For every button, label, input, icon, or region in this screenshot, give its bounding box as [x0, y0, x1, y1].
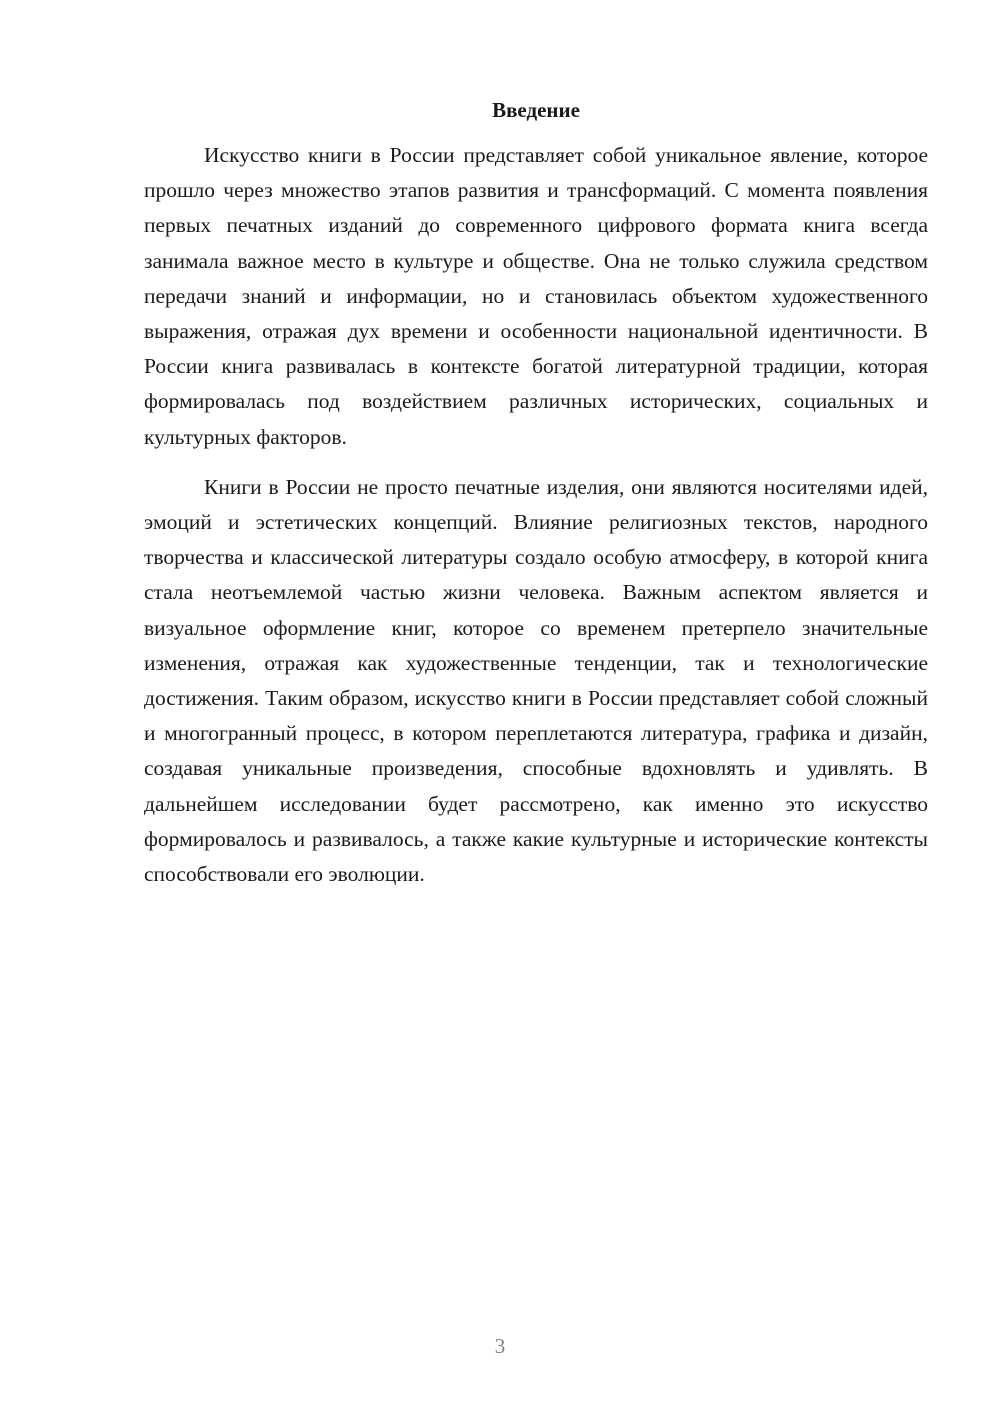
- intro-paragraph-2: Книги в России не просто печатные изделия, они являются носителями идей, эмоций и эстетических концепций. Влияние религиозных текстов, народного творчества и классической литературы создало особую атмосферу, в которой книга стала неотъемлемой частью жизни человека. Важным аспектом является и визуальное оформление книг, которое со временем претерпело значительные изменения, отражая как художественные тенденции, так и технологические достижения. Таким образом, искусство книги в России представляет собой сложный и многогранный процесс, в котором переплетаются литература, графика и дизайн, создавая уникальные произведения, способные вдохновлять и удивлять. В дальнейшем исследовании будет рассмотрено, как именно это искусство формировалось и развивалось, а также какие культурные и исторические контексты способствовали его эволюции.: [144, 474, 928, 887]
- page-content: [144, 92, 928, 907]
- page-number: 3: [494, 1334, 506, 1358]
- intro-paragraph-1: Искусство книги в России представляет собой уникальное явление, которое прошло через множество этапов развития и трансформаций. С момента появления первых печатных изданий до современного цифрового формата книга всегда занимала важное место в культуре и обществе. Она не только служила средством передачи знаний и информации, но и становилась объектом художественного выражения, отражая дух времени и особенности национальной идентичности. В России книга развивалась в контексте богатой литературной традиции, которая формировалась под воздействием различных исторических, социальных и культурных факторов.: [144, 143, 928, 449]
- section-heading: Введение: [492, 98, 580, 122]
